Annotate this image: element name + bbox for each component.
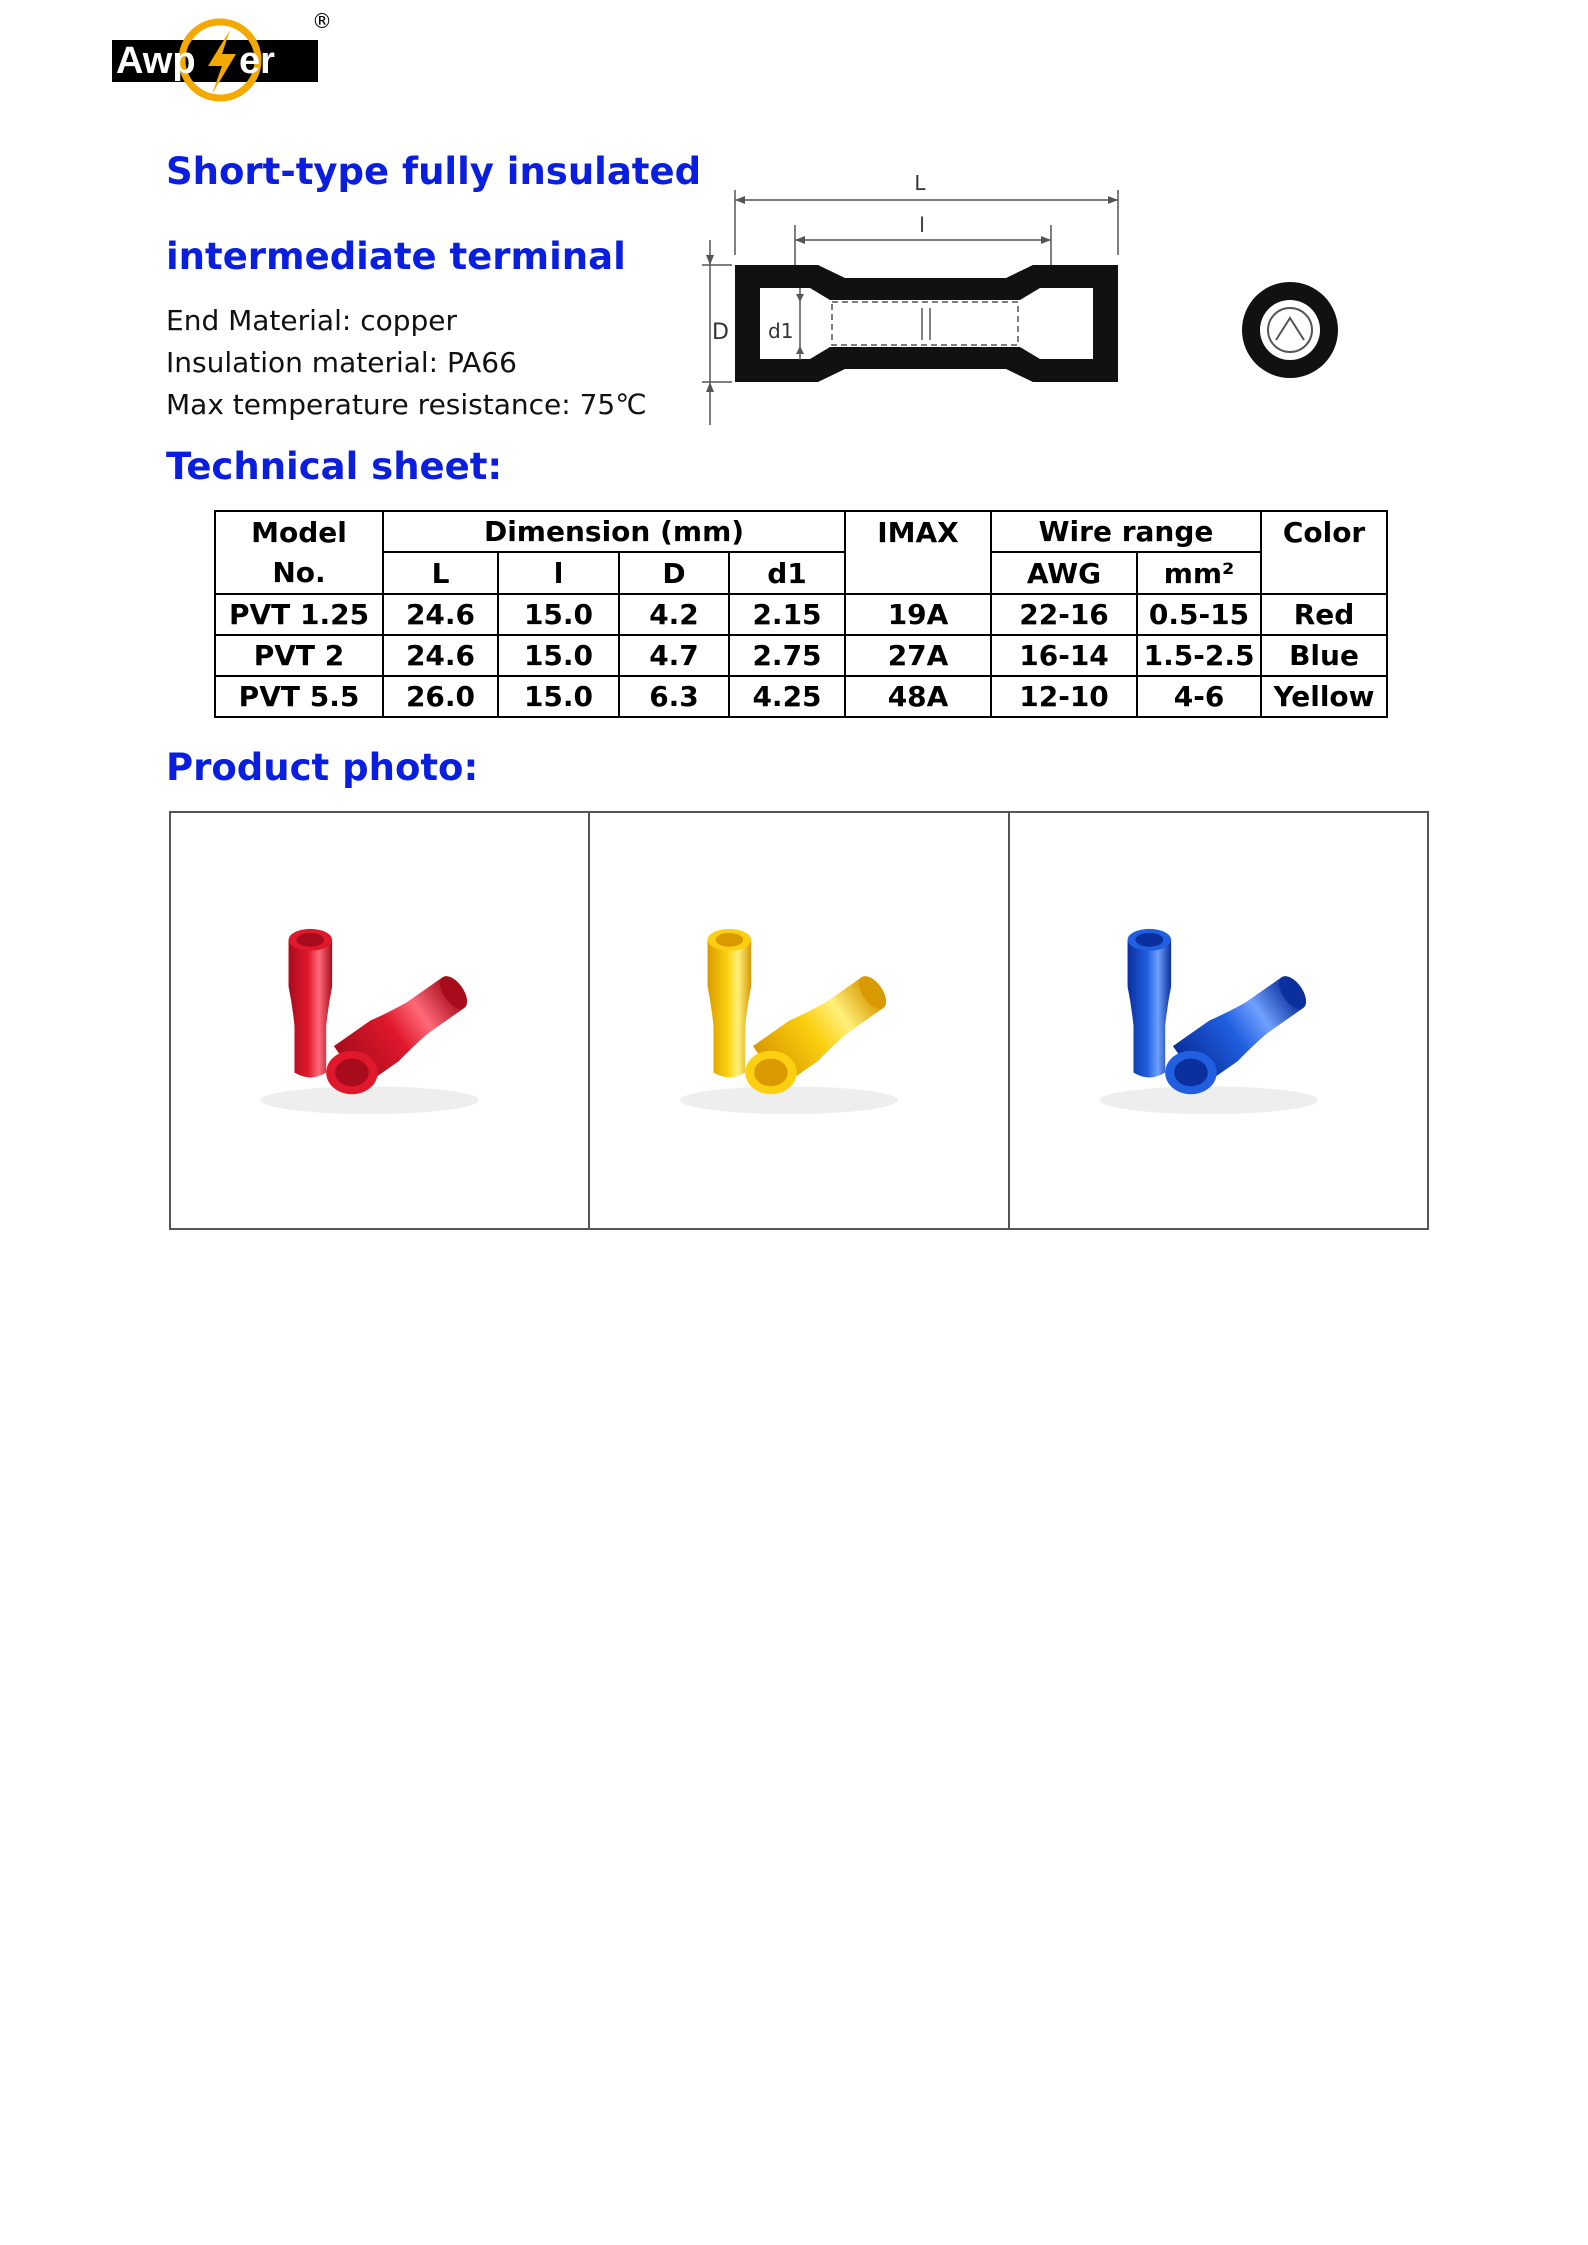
terminal-pair-illustration [1010, 813, 1427, 1228]
product-photo-strip [169, 811, 1429, 1230]
header-dimension: Dimension (mm) [383, 511, 845, 552]
cell-model: PVT 5.5 [215, 676, 383, 717]
cell-d1: 2.75 [729, 635, 845, 676]
cell-awg: 22-16 [991, 594, 1137, 635]
spec-end-material: End Material: copper [166, 304, 458, 337]
cell-mm2: 1.5-2.5 [1137, 635, 1261, 676]
cell-mm2: 0.5-15 [1137, 594, 1261, 635]
cell-imax: 27A [845, 635, 991, 676]
cell-imax: 48A [845, 676, 991, 717]
terminal-pair-illustration [590, 813, 1007, 1228]
spec-insulation-material: Insulation material: PA66 [166, 346, 517, 379]
table-header-row-1 [215, 511, 1387, 552]
header-l: l [498, 552, 619, 594]
cell-d1: 2.15 [729, 594, 845, 635]
label-D: D [712, 320, 729, 345]
table-header-row-2 [215, 552, 1387, 594]
logo-text-right: er [239, 40, 275, 82]
cell-color: Blue [1261, 635, 1387, 676]
header-d1: d1 [729, 552, 845, 594]
title-line-2: intermediate terminal [166, 235, 626, 278]
header-imax-blank [845, 552, 991, 594]
cell-model: PVT 1.25 [215, 594, 383, 635]
title-line-1: Short-type fully insulated [166, 150, 702, 193]
table-row [215, 676, 1387, 717]
section-heading-product-photo: Product photo: [166, 746, 479, 789]
header-L: L [383, 552, 498, 594]
header-model: Model [215, 511, 383, 552]
header-model-no: No. [215, 552, 383, 594]
cell-D: 6.3 [619, 676, 729, 717]
cell-l: 15.0 [498, 676, 619, 717]
spec-max-temperature: Max temperature resistance: 75℃ [166, 388, 647, 421]
header-color: Color [1261, 511, 1387, 552]
cell-l: 15.0 [498, 635, 619, 676]
cell-model: PVT 2 [215, 635, 383, 676]
terminal-pair-illustration [171, 813, 588, 1228]
header-D: D [619, 552, 729, 594]
header-wire-range: Wire range [991, 511, 1261, 552]
technical-sheet-table [214, 510, 1388, 718]
cell-awg: 16-14 [991, 635, 1137, 676]
terminal-dimension-drawing [690, 160, 1370, 435]
header-mm2: mm² [1137, 552, 1261, 594]
label-d1: d1 [768, 319, 794, 343]
label-L: L [914, 171, 926, 195]
cell-color: Red [1261, 594, 1387, 635]
cell-d1: 4.25 [729, 676, 845, 717]
registered-mark: ® [312, 10, 332, 33]
cell-l: 15.0 [498, 594, 619, 635]
header-imax: IMAX [845, 511, 991, 552]
cell-awg: 12-10 [991, 676, 1137, 717]
section-heading-technical-sheet: Technical sheet: [166, 445, 503, 488]
table-row [215, 635, 1387, 676]
table-row [215, 594, 1387, 635]
cell-D: 4.2 [619, 594, 729, 635]
product-photo-red [171, 813, 590, 1228]
cell-mm2: 4-6 [1137, 676, 1261, 717]
product-photo-blue [1010, 813, 1427, 1228]
cell-L: 24.6 [383, 635, 498, 676]
cell-L: 24.6 [383, 594, 498, 635]
header-awg: AWG [991, 552, 1137, 594]
product-photo-yellow [590, 813, 1009, 1228]
label-l: l [919, 213, 925, 237]
cell-color: Yellow [1261, 676, 1387, 717]
awpower-logo [112, 10, 334, 128]
cell-D: 4.7 [619, 635, 729, 676]
logo-text-left: Awp [116, 40, 196, 82]
cell-L: 26.0 [383, 676, 498, 717]
cell-imax: 19A [845, 594, 991, 635]
header-color-blank [1261, 552, 1387, 594]
